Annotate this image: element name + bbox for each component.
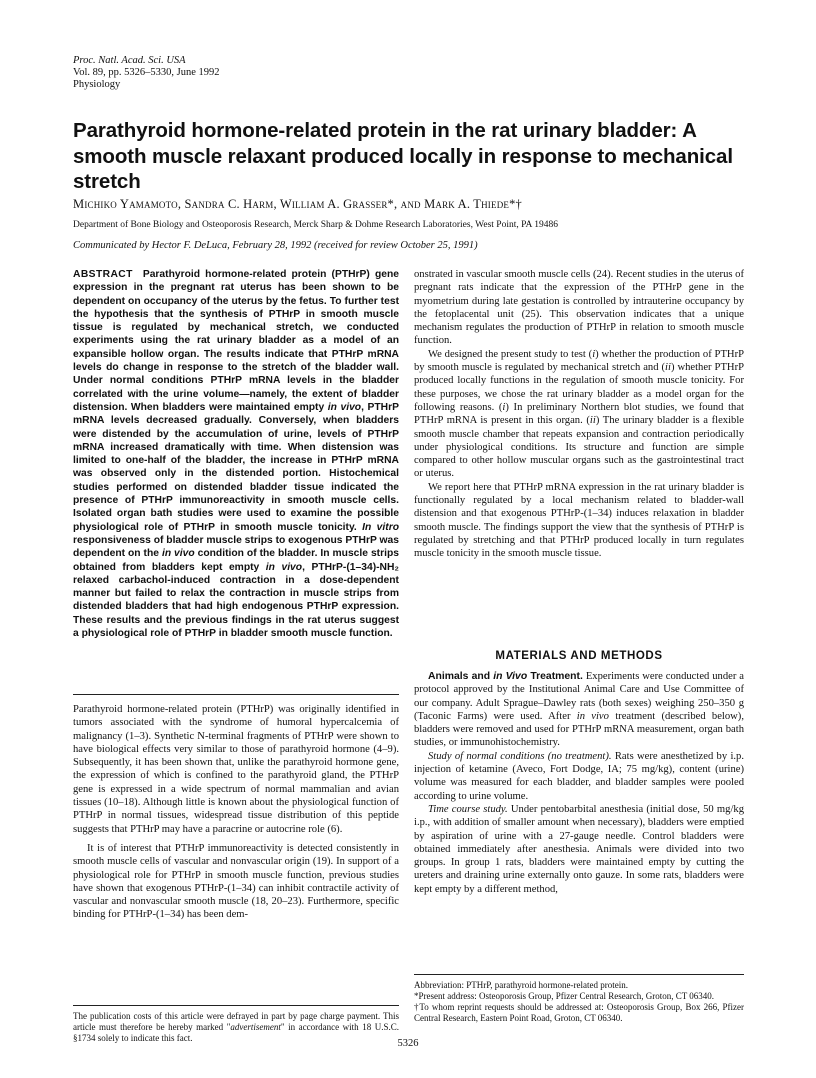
methods-paragraph: Animals and in Vivo Treatment. Experiments were conducted under a protocol approved by the Institutional Animal Care and Use Committee of our company. Adult Sprague–Dawley rats (both sexes) weighing 250–350 g (Taconic Farms) were used. After in vivo treatment (described below), bladders were removed and used for PTHrP mRNA measurement, organ bath studies, or immunohistochemistry.: [414, 671, 744, 749]
author-footnotes: [414, 980, 744, 1024]
abstract-italic: in vivo: [265, 561, 303, 573]
footnote-text: " in accordance with 18 U.S.C. §1734 solely to indicate this fact.: [73, 1022, 399, 1043]
present-address-footnote: *Present address: Osteoporosis Group, Pfizer Central Research, Groton, CT 06340.: [414, 991, 715, 1001]
journal-name: Proc. Natl. Acad. Sci. USA: [73, 55, 186, 66]
footnote-italic: advertisement: [230, 1022, 281, 1032]
journal-volume: Vol. 89, pp. 5326–5330, June 1992: [73, 67, 220, 78]
methods-paragraph: Time course study. Under pentobarbital anesthesia (initial dose, 50 mg/kg i.p., with addition of smaller amount when necessary), bladders were emptied by aspiration of urine with a 27-gauge needle. Control bladders were obtained immediately after anesthesia. Animals were divided into two groups. In group 1 rats, bladders were maintained empty by cutting the ureters and draining urine externally onto gauze. In some rats, bladders were kept empty by a different method,: [414, 803, 744, 895]
article-title: Parathyroid hormone-related protein in the rat urinary bladder: A smooth muscle relaxant produced locally in response to mechanical stretch: [73, 119, 733, 193]
intro-paragraph: Parathyroid hormone-related protein (PTHrP) was originally identified in tumors associated with the syndrome of humoral hypercalcemia of malignancy (1–3). Synthetic N-terminal fragments of PTHrP were shown to have biological effects very similar to those of parathyroid hormone (4–9). Subsequently, it has been shown that, unlike the parathyroid hormone gene, the expression of which is confined to the parathyroid gland, the PTHrP gene is expressed in a wide spectrum of normal mammalian and avian tissues (10–18). Although little is known about the physiological function of PTHrP in normal tissues, widespread tissue distribution of this peptide suggests that PTHrP may have a paracrine or autocrine role (6).: [73, 704, 399, 835]
abstract-text: condition of the bladder. In muscle strips obtained from bladders kept empty: [73, 548, 399, 573]
methods-paragraph: Study of normal conditions (no treatment). Rats were anesthetized by i.p. injection of ketamine (Aveco, Fort Dodge, IA; 75 mg/kg), content (urine) volume was measured for each bladder, and bladder samples were pooled according to urine volume.: [414, 750, 744, 802]
abbreviation-footnote: Abbreviation: PTHrP, parathyroid hormone-related protein.: [414, 980, 628, 990]
body-paragraph: onstrated in vascular smooth muscle cells (24). Recent studies in the uterus of pregnant rats indicate that the expression of the PTHrP gene in the myometrium during late gestation is controlled by intrauterine occupancy by the fetoplacental unit (25). This observation indicates that a unique mechanism regulates the production of PTHrP in relation to smooth muscle function.: [414, 269, 744, 347]
author-list: Michiko Yamamoto, Sandra C. Harm, William A. Grasser*, and Mark A. Thiede*†: [73, 197, 523, 211]
abstract-text: , PTHrP-(1–34)-NH₂ relaxed carbachol-induced contraction in a dose-dependent manner but failed to relax the contraction in muscle strips from distended bladders that had high endogenous PTHrP expression. These results and the previous findings in the rat uterus suggest a physiological role of PTHrP in bladder smooth muscle function.: [73, 561, 399, 640]
body-paragraph: We designed the present study to test (i) whether the production of PTHrP by smooth muscle is regulated by mechanical stretch and (ii) whether PTHrP produced locally functions in the regulation of smooth muscle tonicity. For these purposes, we chose the rat urinary bladder as a model organ for the following reasons. (i) In preliminary Northern blot studies, we found that PTHrP mRNA is present in this organ. (ii) The urinary bladder is a flexible smooth muscle chamber that repeats expansion and contraction periodically under physiological conditions. Its structure and function are simple compared to other hollow muscular organs such as the gastrointestinal tract or uterus.: [414, 348, 744, 480]
reprint-footnote: †To whom reprint requests should be addressed at: Osteoporosis Group, Box 266, Pfizer Central Research, Eastern Point Road, Groton, CT 06340.: [414, 1002, 744, 1023]
right-column-text: [414, 268, 744, 561]
journal-header: [73, 55, 220, 91]
abstract-italic: In vitro: [362, 521, 399, 533]
abstract-italic: in vivo: [161, 548, 195, 560]
abstract-italic: in vivo: [327, 401, 362, 413]
journal-section: Physiology: [73, 79, 121, 90]
intro-paragraph: It is of interest that PTHrP immunoreactivity is detected consistently in smooth muscle cells of vascular and nonvascular origin (19). In support of a physiological role for PTHrP in smooth muscle function, previous studies have shown that exogenous PTHrP-(1–34) can inhibit contractile activity of vascular and nonvascular smooth muscle (18, 20–23). Furthermore, specific binding for PTHrP-(1–34) has been dem-: [73, 842, 399, 921]
methods-heading: MATERIALS AND METHODS: [495, 650, 663, 662]
footnote-divider-left: [73, 1005, 399, 1006]
methods-text: [414, 670, 744, 896]
communicated-line: Communicated by Hector F. DeLuca, February 28, 1992 (received for review October 25, 1991): [73, 240, 478, 251]
page-number: 5326: [397, 1038, 419, 1049]
introduction: [73, 703, 399, 922]
abstract-text: responsiveness of bladder muscle strips to exogenous PTHrP was dependent on the: [73, 534, 399, 560]
footnote-text: The publication costs of this article were defrayed in part by page charge payment. This article must therefore be hereby marked ": [73, 1011, 399, 1032]
abstract-text: Parathyroid hormone-related protein (PTHrP) gene expression in the pregnant rat uterus has been shown to be dependent on occupancy of the uterus by the fetus. To further test the hypothesis that the synthesis of PTHrP in smooth muscle tissue is regulated by mechanical stretch, we conducted experiments using the rat urinary bladder as a model of an expansible hollow organ. The results indicate that PTHrP mRNA levels do change in response to the stretch of the bladder wall. Under normal conditions PTHrP mRNA levels in the bladder correlated with the urine volume—namely, the extent of bladder distension. When bladders were maintained empty: [73, 269, 399, 413]
affiliation: Department of Bone Biology and Osteoporosis Research, Merck Sharp & Dohme Research Laboratories, West Point, PA 19486: [73, 220, 558, 230]
abstract-divider: [73, 694, 399, 695]
abstract-text: , PTHrP mRNA levels decreased gradually. Conversely, when bladders were distended by the accumulation of urine, levels of PTHrP mRNA increased dramatically with time. When distension was limited to one-half of the bladder, the increase in PTHrP mRNA was observed only in the distended portion. Histochemical studies performed on distended bladder tissue indicated the presence of PTHrP immunoreactivity in smooth muscle cells. Isolated organ bath studies were used to examine the possible physiological role of PTHrP in smooth muscle tonicity.: [73, 401, 399, 533]
footnote-divider-right: [414, 974, 744, 975]
abstract-heading: ABSTRACT: [73, 269, 133, 280]
body-paragraph: We report here that PTHrP mRNA expression in the rat urinary bladder is functionally regulated by a local mechanism related to bladder-wall distension and that exogenous PTHrP-(1–34) induces relaxation in bladder smooth muscle. The findings support the view that the synthesis of PTHrP is regulated by stretching and that PTHrP produced locally in turn regulates muscle tonicity in the smooth muscle tissue.: [414, 481, 744, 560]
abstract: [73, 268, 399, 640]
